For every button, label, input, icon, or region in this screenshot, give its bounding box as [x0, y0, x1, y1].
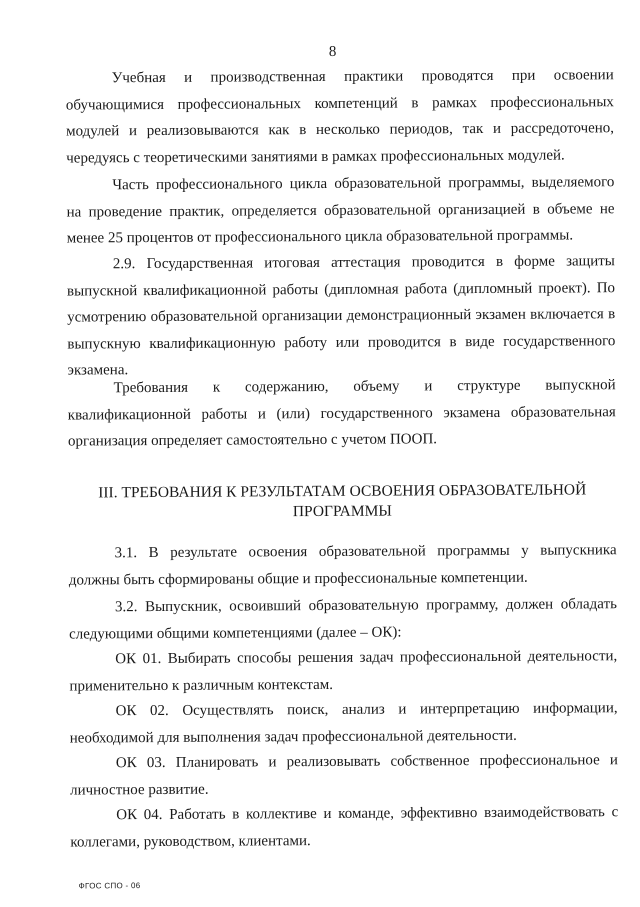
paragraph-competencies-formed: 3.1. В результате освоения образовательной программы у выпускника должны быть сформированы общие и профессиональные компетенции.: [68, 542, 617, 589]
paragraph-thesis-requirements: Требования к содержанию, объему и структуре выпускной квалификационной работы и (или) государственного экзамена образовательная организация определяет самостоятельно с учетом ПООП.: [67, 377, 616, 450]
paragraph-final-attestation: 2.9. Государственная итоговая аттестация проводится в форме защиты выпускной квалификационной работы (дипломная работа (дипломный проект). По усмотрению образовательной организации демонстрационный экзамен включается в выпускную квалификационную работу или проводится в виде государственного экзамена.: [66, 253, 616, 379]
section-title-line-2: ПРОГРАММЫ: [292, 502, 392, 521]
paragraph-practice-share: Часть профессионального цикла образовательной программы, выделяемого на проведение практик, определяется образовательной организацией в объеме не менее 25 процентов от профессионального цикла образовательной программы.: [66, 174, 615, 247]
section-title: [68, 480, 616, 523]
competency-ok04: ОК 04. Работать в коллективе и команде, эффективно взаимодействовать с коллегами, руководством, клиентами.: [70, 804, 619, 851]
paragraph-general-competencies-intro: 3.2. Выпускник, освоивший образовательную программу, должен обладать следующими общими компетенциями (далее – ОК):: [69, 596, 617, 643]
page-number: 8: [328, 43, 337, 60]
paragraph-practices: Учебная и производственная практики проводятся при освоении обучающимися профессиональных компетенций в рамках профессиональных модулей и реализовываются как в несколько периодов, так и рассредоточено, чередуясь с теоретическими занятиями в рамках профессиональных модулей.: [65, 67, 615, 167]
section-title-line-1: III. ТРЕБОВАНИЯ К РЕЗУЛЬТАТАМ ОСВОЕНИЯ ОБРАЗОВАТЕЛЬНОЙ: [98, 481, 587, 502]
competency-ok03: ОК 03. Планировать и реализовывать собственное профессиональное и личностное развитие.: [70, 752, 618, 799]
competency-ok01: ОК 01. Выбирать способы решения задач профессиональной деятельности, применительно к различным контекстам.: [69, 648, 618, 695]
page-footer: ФГОС СПО - 06: [78, 881, 141, 891]
competency-ok02: ОК 02. Осуществлять поиск, анализ и интерпретацию информации, необходимой для выполнения задач профессиональной деятельности.: [69, 700, 618, 747]
